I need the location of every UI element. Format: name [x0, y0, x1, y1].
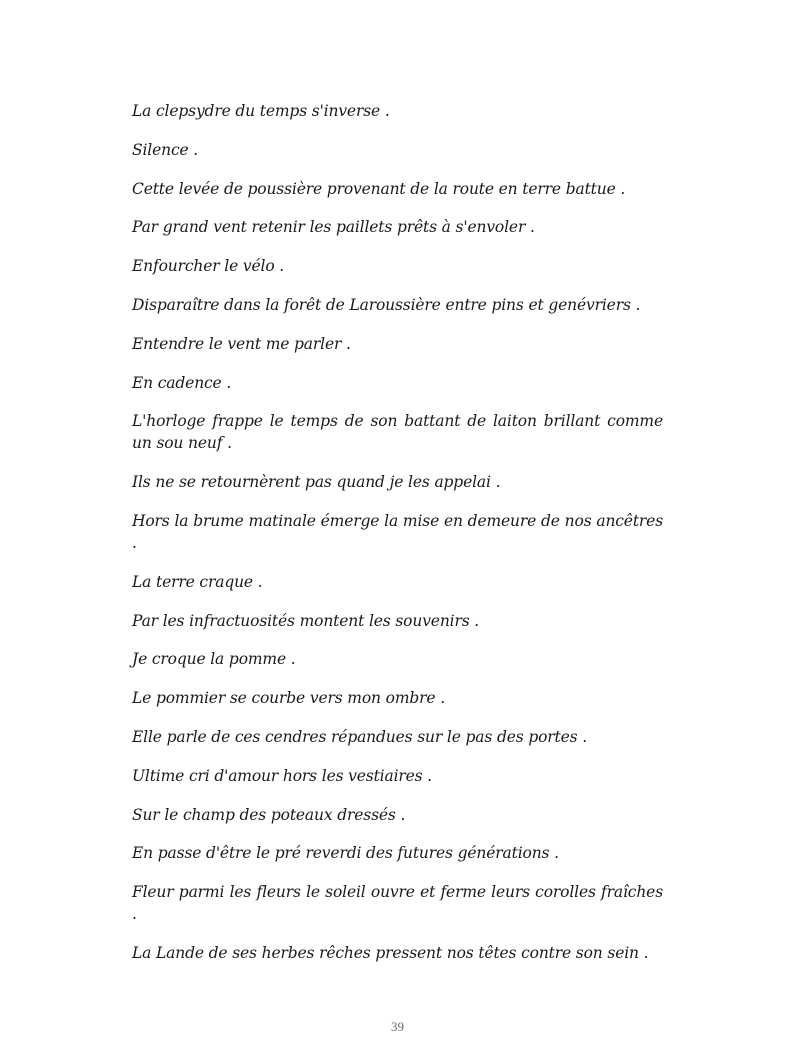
poem-line: Entendre le vent me parler . — [132, 334, 351, 353]
poem-line: Ils ne se retournèrent pas quand je les appelai . — [132, 473, 501, 492]
poem-line: Par les infractuosités montent les souvenirs . — [132, 611, 480, 630]
page-number: 39 — [391, 1019, 404, 1034]
poem-line: Sur le champ des poteaux dressés . — [132, 805, 406, 824]
poem-line: Fleur parmi les fleurs le soleil ouvre et ferme leurs corolles fraîches . — [132, 883, 663, 924]
poem-line: Elle parle de ces cendres répandues sur le pas des portes . — [132, 727, 587, 746]
poem-line: Enfourcher le vélo . — [132, 257, 285, 276]
poem-line: En cadence . — [132, 373, 232, 392]
poem-line: Hors la brume matinale émerge la mise en demeure de nos ancêtres . — [132, 511, 663, 552]
poem-line: Silence . — [132, 140, 199, 159]
poem-line: La Lande de ses herbes rêches pressent nos têtes contre son sein . — [132, 943, 649, 962]
poem-line: La terre craque . — [132, 572, 263, 591]
poem-line: L'horloge frappe le temps de son battant de laiton brillant comme un sou neuf . — [132, 412, 663, 453]
poem-line: Je croque la pomme . — [132, 650, 296, 669]
poem-line: Disparaître dans la forêt de Laroussière entre pins et genévriers . — [132, 295, 641, 314]
poem-line: Ultime cri d'amour hors les vestiaires . — [132, 766, 433, 785]
poem-line: Cette levée de poussière provenant de la route en terre battue . — [132, 179, 626, 198]
poem-text-block — [132, 100, 663, 981]
poem-line: La clepsydre du temps s'inverse . — [132, 102, 390, 120]
poem-line: En passe d'être le pré reverdi des futures générations . — [132, 844, 559, 863]
poem-line: Par grand vent retenir les paillets prêts à s'envoler . — [132, 218, 535, 237]
poem-line: Le pommier se courbe vers mon ombre . — [132, 689, 445, 708]
